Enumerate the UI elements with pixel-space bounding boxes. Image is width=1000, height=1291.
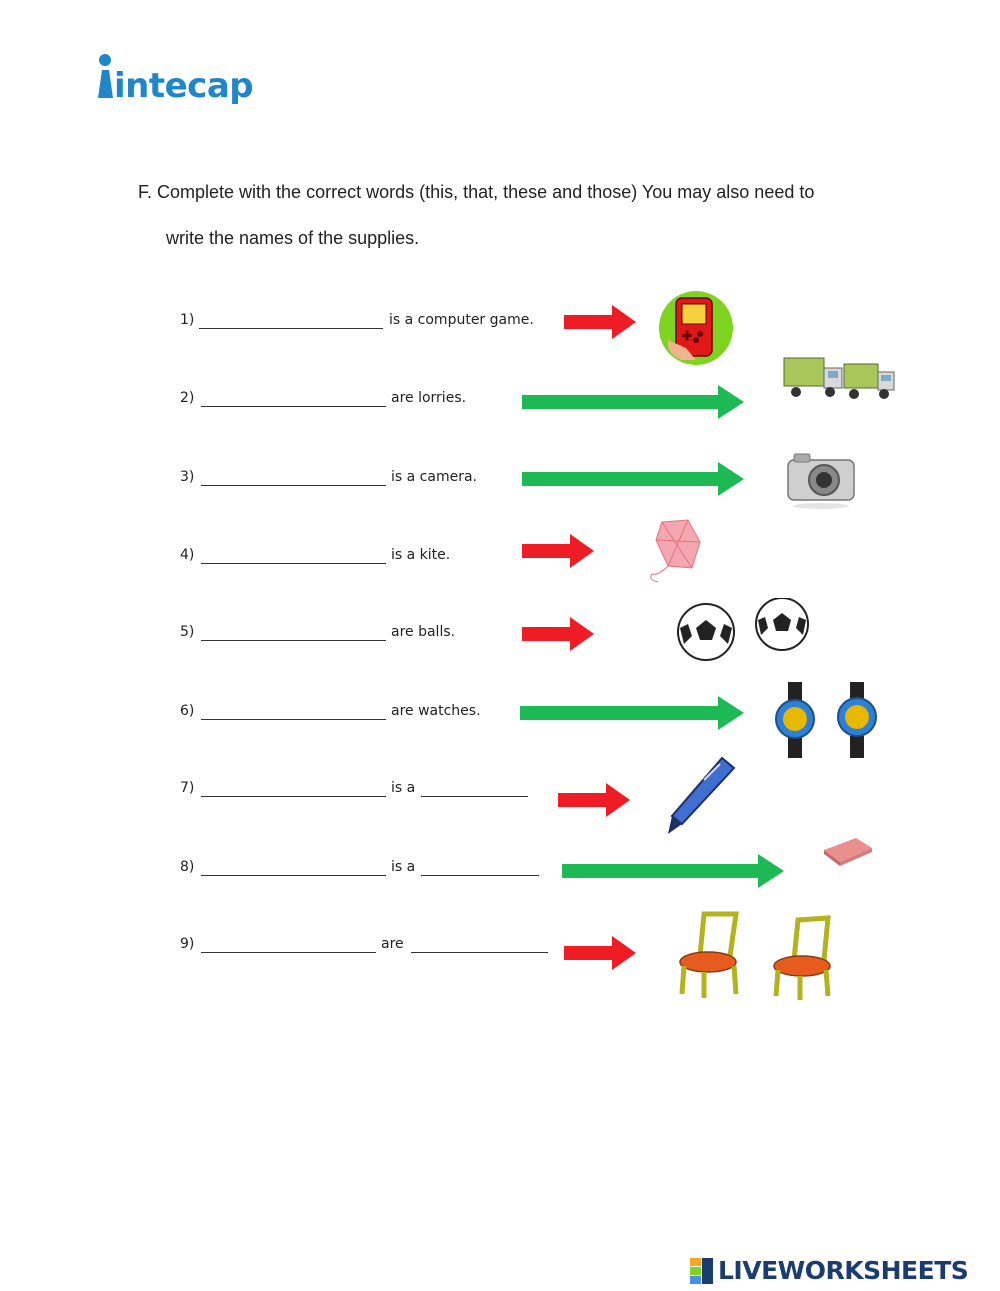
red-arrow-icon (564, 305, 638, 339)
item-number: 2) (180, 390, 195, 406)
exercise-row-2 (0, 378, 1000, 438)
camera-icon (786, 452, 856, 510)
exercise-row-6 (0, 690, 1000, 750)
answer-blank-2[interactable] (421, 796, 528, 797)
soccer-balls-icon (674, 598, 814, 662)
item-text: is a kite. (391, 547, 451, 563)
green-arrow-icon (522, 462, 746, 496)
item-text: is a camera. (391, 469, 477, 485)
eraser-icon (820, 836, 876, 870)
green-arrow-icon (522, 385, 746, 419)
item-text: are (381, 936, 404, 952)
item-number: 1) (180, 312, 195, 328)
footer-brand-text: LIVEWORKSHEETS (718, 1256, 969, 1285)
exercise-row-4 (0, 534, 1000, 594)
item-number: 3) (180, 469, 195, 485)
exercise-row-1 (0, 300, 1000, 360)
item-text: is a (391, 859, 416, 875)
answer-blank-2[interactable] (421, 875, 539, 876)
item-number: 5) (180, 624, 195, 640)
green-arrow-icon (520, 696, 746, 730)
answer-blank[interactable] (201, 485, 386, 486)
pen-icon (664, 754, 738, 836)
logo-text: intecap (114, 66, 254, 106)
exercise-row-5 (0, 612, 1000, 672)
answer-blank[interactable] (201, 796, 386, 797)
lorries-icon (782, 356, 902, 406)
item-number: 6) (180, 703, 195, 719)
answer-blank[interactable] (201, 563, 386, 564)
kite-icon (648, 518, 708, 588)
item-text: are lorries. (391, 390, 467, 406)
liveworksheets-footer (690, 1254, 990, 1286)
answer-blank[interactable] (199, 328, 383, 329)
answer-blank-2[interactable] (411, 952, 548, 953)
red-arrow-icon (564, 936, 638, 970)
handheld-game-icon (656, 290, 738, 368)
answer-blank[interactable] (201, 952, 376, 953)
item-number: 8) (180, 859, 195, 875)
liveworksheets-logo-icon (690, 1258, 714, 1284)
item-text: is a (391, 780, 416, 796)
watches-icon (770, 682, 886, 766)
item-text: is a computer game. (389, 312, 534, 328)
exercise-row-7 (0, 768, 1000, 828)
instruction-line-2: write the names of the supplies. (166, 228, 420, 248)
chairs-icon (674, 910, 834, 1002)
answer-blank[interactable] (201, 640, 386, 641)
exercise-row-3 (0, 456, 1000, 516)
answer-blank[interactable] (201, 406, 386, 407)
intecap-logo (94, 52, 254, 122)
red-arrow-icon (558, 783, 632, 817)
exercise-row-9 (0, 924, 1000, 984)
red-arrow-icon (522, 534, 596, 568)
item-text: are balls. (391, 624, 456, 640)
green-arrow-icon (562, 854, 788, 888)
item-number: 7) (180, 780, 195, 796)
item-number: 4) (180, 547, 195, 563)
item-number: 9) (180, 936, 195, 952)
answer-blank[interactable] (201, 875, 386, 876)
instruction-line-1: F. Complete with the correct words (this, that, these and those) You may also need to (138, 182, 815, 202)
answer-blank[interactable] (201, 719, 386, 720)
red-arrow-icon (522, 617, 596, 651)
item-text: are watches. (391, 703, 481, 719)
exercise-row-8 (0, 846, 1000, 906)
